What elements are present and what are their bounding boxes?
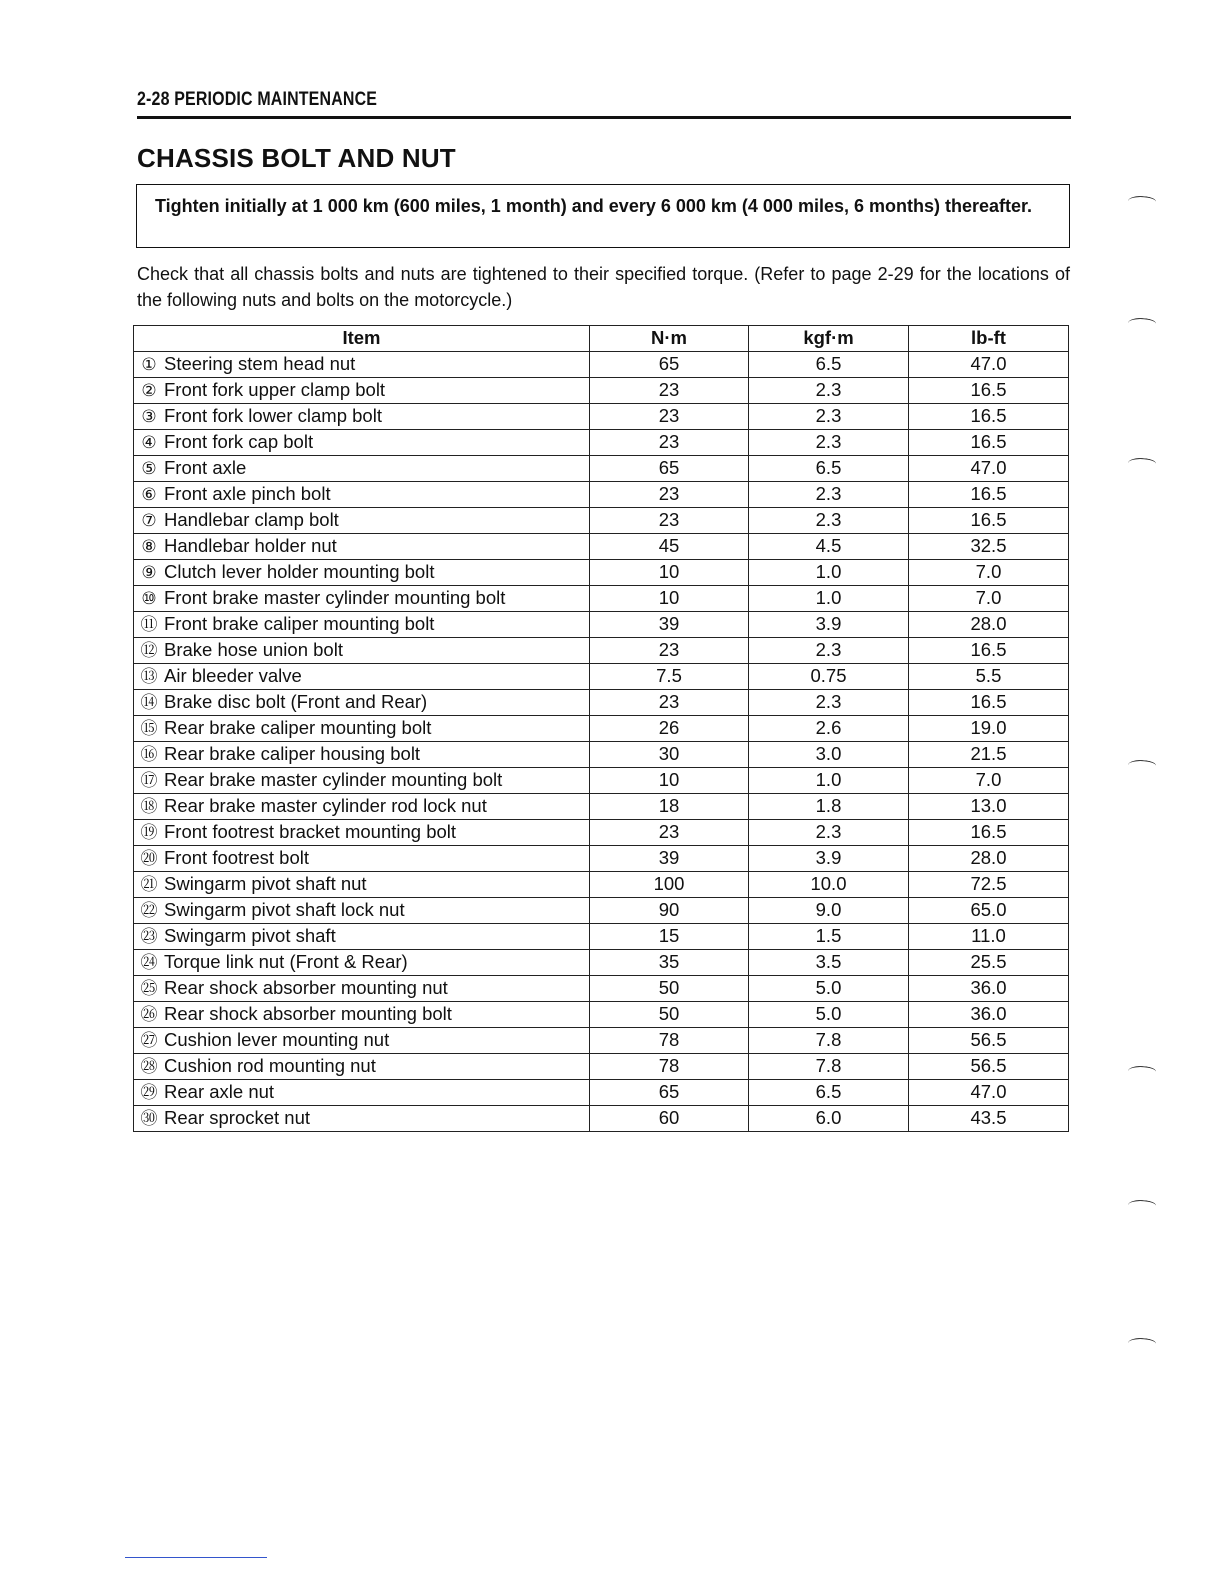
item-label: Rear brake master cylinder rod lock nut: [164, 794, 487, 816]
nm-cell: 30: [590, 741, 749, 767]
item-cell: [134, 715, 590, 741]
item-number: ㉗: [140, 1030, 158, 1050]
item-cell: [134, 1027, 590, 1053]
table-row: [134, 819, 1069, 845]
lbft-cell: 43.5: [909, 1105, 1069, 1131]
table-row: [134, 871, 1069, 897]
item-label: Brake disc bolt (Front and Rear): [164, 690, 428, 712]
kgfm-cell: 2.3: [749, 507, 909, 533]
item-label: Front footrest bracket mounting bolt: [164, 820, 457, 842]
item-label: Swingarm pivot shaft nut: [164, 872, 367, 894]
nm-cell: 10: [590, 767, 749, 793]
nm-cell: 18: [590, 793, 749, 819]
item-cell: [134, 377, 590, 403]
nm-cell: 50: [590, 1001, 749, 1027]
margin-mark: [1128, 1065, 1157, 1079]
item-number: ⑲: [140, 822, 158, 842]
nm-cell: 100: [590, 871, 749, 897]
item-number: ⑦: [141, 510, 157, 530]
item-number: ㉒: [140, 900, 158, 920]
item-number: ⑱: [140, 796, 158, 816]
header-nm: N·m: [590, 326, 749, 352]
footer-rule: [125, 1557, 267, 1558]
lbft-cell: 25.5: [909, 949, 1069, 975]
margin-mark: [1128, 1199, 1157, 1213]
item-label: Steering stem head nut: [164, 352, 356, 374]
table-row: [134, 455, 1069, 481]
table-row: [134, 533, 1069, 559]
nm-cell: 15: [590, 923, 749, 949]
kgfm-cell: 2.3: [749, 403, 909, 429]
page-header: [137, 89, 1071, 119]
kgfm-cell: 1.5: [749, 923, 909, 949]
intro-paragraph: Check that all chassis bolts and nuts are tightened to their specified torque. (Refer to page 2-29 for the locations of the following nuts and bolts on the motorcycle.): [137, 264, 1070, 310]
item-number: ⑨: [141, 562, 157, 582]
item-cell: [134, 975, 590, 1001]
lbft-cell: 65.0: [909, 897, 1069, 923]
table-row: [134, 897, 1069, 923]
item-cell: [134, 637, 590, 663]
lbft-cell: 16.5: [909, 403, 1069, 429]
item-cell: [134, 1079, 590, 1105]
item-cell: [134, 533, 590, 559]
item-number: ㉚: [140, 1108, 158, 1128]
kgfm-cell: 2.3: [749, 481, 909, 507]
item-cell: [134, 403, 590, 429]
nm-cell: 65: [590, 351, 749, 377]
item-number: ①: [141, 354, 157, 374]
item-number: ㉔: [140, 952, 158, 972]
table-row: [134, 637, 1069, 663]
item-number: ⑧: [141, 536, 157, 556]
item-number: ⑰: [140, 770, 158, 790]
item-label: Handlebar clamp bolt: [164, 508, 339, 530]
table-row: [134, 1053, 1069, 1079]
lbft-cell: 47.0: [909, 351, 1069, 377]
nm-cell: 26: [590, 715, 749, 741]
table-row: [134, 715, 1069, 741]
nm-cell: 23: [590, 819, 749, 845]
lbft-cell: 16.5: [909, 819, 1069, 845]
item-number: ㉙: [140, 1082, 158, 1102]
lbft-cell: 56.5: [909, 1053, 1069, 1079]
item-cell: [134, 429, 590, 455]
item-cell: [134, 819, 590, 845]
kgfm-cell: 1.0: [749, 767, 909, 793]
item-cell: [134, 1053, 590, 1079]
table-row: [134, 1001, 1069, 1027]
notice-text: Tighten initially at 1 000 km (600 miles, 1 month) and every 6 000 km (4 000 miles, 6 months) thereafter.: [155, 196, 1033, 216]
item-label: Front brake master cylinder mounting bolt: [164, 586, 506, 608]
nm-cell: 23: [590, 481, 749, 507]
item-label: Rear brake caliper mounting bolt: [164, 716, 432, 738]
item-label: Swingarm pivot shaft: [164, 924, 336, 946]
table-row: [134, 767, 1069, 793]
kgfm-cell: 7.8: [749, 1053, 909, 1079]
item-cell: [134, 793, 590, 819]
item-label: Front axle pinch bolt: [164, 482, 331, 504]
lbft-cell: 7.0: [909, 767, 1069, 793]
table-row: [134, 429, 1069, 455]
nm-cell: 50: [590, 975, 749, 1001]
kgfm-cell: 6.0: [749, 1105, 909, 1131]
table-row: [134, 1027, 1069, 1053]
nm-cell: 23: [590, 637, 749, 663]
lbft-cell: 5.5: [909, 663, 1069, 689]
kgfm-cell: 6.5: [749, 351, 909, 377]
item-cell: [134, 1105, 590, 1131]
table-row: [134, 975, 1069, 1001]
torque-table: [133, 325, 1069, 1132]
lbft-cell: 36.0: [909, 975, 1069, 1001]
nm-cell: 65: [590, 1079, 749, 1105]
item-label: Handlebar holder nut: [164, 534, 337, 556]
item-cell: [134, 611, 590, 637]
kgfm-cell: 3.9: [749, 845, 909, 871]
nm-cell: 35: [590, 949, 749, 975]
kgfm-cell: 6.5: [749, 455, 909, 481]
torque-table-body: [134, 351, 1069, 1131]
lbft-cell: 16.5: [909, 507, 1069, 533]
kgfm-cell: 0.75: [749, 663, 909, 689]
table-row: [134, 663, 1069, 689]
item-number: ④: [141, 432, 157, 452]
item-number: ③: [141, 406, 157, 426]
nm-cell: 78: [590, 1027, 749, 1053]
lbft-cell: 16.5: [909, 377, 1069, 403]
table-row: [134, 611, 1069, 637]
header-text: 2-28 PERIODIC MAINTENANCE: [137, 89, 378, 110]
item-label: Rear axle nut: [164, 1080, 275, 1102]
kgfm-cell: 2.3: [749, 429, 909, 455]
item-cell: [134, 741, 590, 767]
table-row: [134, 741, 1069, 767]
item-label: Brake hose union bolt: [164, 638, 343, 660]
item-number: ⑭: [140, 692, 158, 712]
kgfm-cell: 2.3: [749, 819, 909, 845]
item-label: Swingarm pivot shaft lock nut: [164, 898, 405, 920]
lbft-cell: 16.5: [909, 689, 1069, 715]
item-cell: [134, 767, 590, 793]
item-cell: [134, 559, 590, 585]
nm-cell: 23: [590, 377, 749, 403]
item-label: Front fork upper clamp bolt: [164, 378, 386, 400]
header-item: Item: [134, 326, 590, 352]
lbft-cell: 16.5: [909, 429, 1069, 455]
kgfm-cell: 3.5: [749, 949, 909, 975]
item-number: ⑯: [140, 744, 158, 764]
lbft-cell: 56.5: [909, 1027, 1069, 1053]
nm-cell: 7.5: [590, 663, 749, 689]
table-row: [134, 1079, 1069, 1105]
item-label: Front brake caliper mounting bolt: [164, 612, 435, 634]
lbft-cell: 19.0: [909, 715, 1069, 741]
item-number: ⑩: [141, 588, 157, 608]
kgfm-cell: 6.5: [749, 1079, 909, 1105]
kgfm-cell: 7.8: [749, 1027, 909, 1053]
margin-mark: [1128, 317, 1157, 331]
kgfm-cell: 9.0: [749, 897, 909, 923]
item-cell: [134, 585, 590, 611]
table-header-row: [134, 326, 1069, 352]
lbft-cell: 16.5: [909, 481, 1069, 507]
table-row: [134, 403, 1069, 429]
item-number: ⑥: [141, 484, 157, 504]
margin-mark: [1128, 457, 1157, 471]
margin-mark: [1128, 1337, 1157, 1351]
item-label: Clutch lever holder mounting bolt: [164, 560, 435, 582]
item-number: ㉖: [140, 1004, 158, 1024]
item-label: Front fork lower clamp bolt: [164, 404, 382, 426]
kgfm-cell: 2.3: [749, 637, 909, 663]
kgfm-cell: 3.9: [749, 611, 909, 637]
table-row: [134, 689, 1069, 715]
nm-cell: 78: [590, 1053, 749, 1079]
table-row: [134, 793, 1069, 819]
nm-cell: 23: [590, 429, 749, 455]
margin-mark: [1128, 195, 1157, 209]
nm-cell: 23: [590, 507, 749, 533]
header-lbft: lb-ft: [909, 326, 1069, 352]
item-cell: [134, 351, 590, 377]
item-label: Cushion rod mounting nut: [164, 1054, 376, 1076]
margin-mark: [1128, 759, 1157, 773]
kgfm-cell: 5.0: [749, 1001, 909, 1027]
table-row: [134, 949, 1069, 975]
kgfm-cell: 1.8: [749, 793, 909, 819]
kgfm-cell: 4.5: [749, 533, 909, 559]
header-kgfm: kgf·m: [749, 326, 909, 352]
lbft-cell: 72.5: [909, 871, 1069, 897]
item-cell: [134, 455, 590, 481]
item-number: ⑮: [140, 718, 158, 738]
item-number: ⑳: [140, 848, 158, 868]
section-title: CHASSIS BOLT AND NUT: [137, 143, 456, 173]
lbft-cell: 13.0: [909, 793, 1069, 819]
item-number: ㉑: [140, 874, 158, 894]
item-cell: [134, 949, 590, 975]
nm-cell: 23: [590, 689, 749, 715]
nm-cell: 45: [590, 533, 749, 559]
nm-cell: 39: [590, 611, 749, 637]
table-row: [134, 507, 1069, 533]
table-row: [134, 481, 1069, 507]
nm-cell: 90: [590, 897, 749, 923]
table-row: [134, 923, 1069, 949]
item-label: Torque link nut (Front & Rear): [164, 950, 408, 972]
kgfm-cell: 3.0: [749, 741, 909, 767]
item-number: ②: [141, 380, 157, 400]
item-label: Air bleeder valve: [164, 664, 302, 686]
kgfm-cell: 2.3: [749, 689, 909, 715]
lbft-cell: 32.5: [909, 533, 1069, 559]
nm-cell: 60: [590, 1105, 749, 1131]
table-row: [134, 559, 1069, 585]
item-number: ㉕: [140, 978, 158, 998]
item-label: Front fork cap bolt: [164, 430, 314, 452]
nm-cell: 23: [590, 403, 749, 429]
item-cell: [134, 663, 590, 689]
item-label: Rear brake master cylinder mounting bolt: [164, 768, 503, 790]
lbft-cell: 28.0: [909, 845, 1069, 871]
lbft-cell: 21.5: [909, 741, 1069, 767]
lbft-cell: 47.0: [909, 1079, 1069, 1105]
kgfm-cell: 5.0: [749, 975, 909, 1001]
maintenance-notice-box: [136, 184, 1070, 248]
lbft-cell: 28.0: [909, 611, 1069, 637]
item-label: Front axle: [164, 456, 247, 478]
item-label: Rear shock absorber mounting bolt: [164, 1002, 452, 1024]
item-number: ⑬: [140, 666, 158, 686]
kgfm-cell: 2.3: [749, 377, 909, 403]
kgfm-cell: 2.6: [749, 715, 909, 741]
item-cell: [134, 689, 590, 715]
item-cell: [134, 507, 590, 533]
lbft-cell: 11.0: [909, 923, 1069, 949]
item-cell: [134, 897, 590, 923]
item-label: Cushion lever mounting nut: [164, 1028, 390, 1050]
lbft-cell: 16.5: [909, 637, 1069, 663]
item-label: Rear sprocket nut: [164, 1106, 311, 1128]
nm-cell: 65: [590, 455, 749, 481]
lbft-cell: 47.0: [909, 455, 1069, 481]
item-number: ⑤: [141, 458, 157, 478]
nm-cell: 10: [590, 559, 749, 585]
lbft-cell: 7.0: [909, 559, 1069, 585]
kgfm-cell: 10.0: [749, 871, 909, 897]
kgfm-cell: 1.0: [749, 585, 909, 611]
item-cell: [134, 923, 590, 949]
table-row: [134, 1105, 1069, 1131]
nm-cell: 10: [590, 585, 749, 611]
table-row: [134, 585, 1069, 611]
item-cell: [134, 871, 590, 897]
item-number: ⑫: [140, 640, 158, 660]
table-row: [134, 845, 1069, 871]
item-cell: [134, 845, 590, 871]
nm-cell: 39: [590, 845, 749, 871]
table-row: [134, 377, 1069, 403]
item-cell: [134, 1001, 590, 1027]
item-label: Front footrest bolt: [164, 846, 309, 868]
item-cell: [134, 481, 590, 507]
kgfm-cell: 1.0: [749, 559, 909, 585]
table-row: [134, 351, 1069, 377]
lbft-cell: 36.0: [909, 1001, 1069, 1027]
item-label: Rear shock absorber mounting nut: [164, 976, 448, 998]
item-label: Rear brake caliper housing bolt: [164, 742, 421, 764]
item-number: ㉘: [140, 1056, 158, 1076]
item-number: ㉓: [140, 926, 158, 946]
lbft-cell: 7.0: [909, 585, 1069, 611]
item-number: ⑪: [140, 614, 158, 634]
